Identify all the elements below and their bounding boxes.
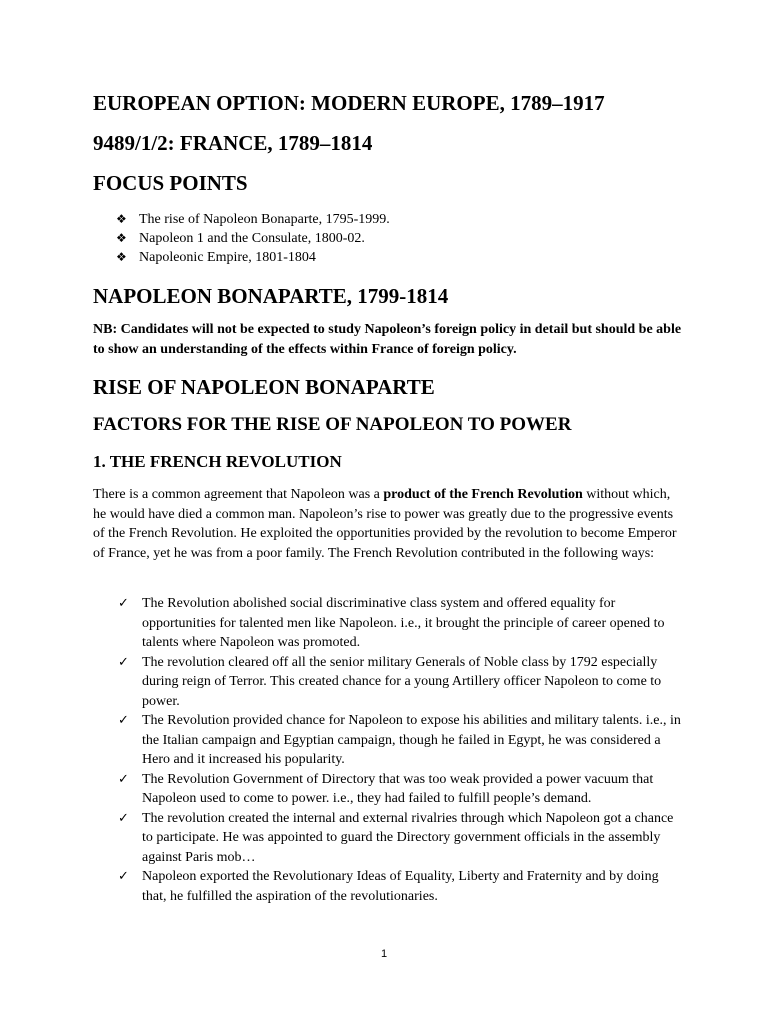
paper-code-title: 9489/1/2: FRANCE, 1789–1814 bbox=[93, 131, 373, 155]
page-number: 1 bbox=[380, 948, 388, 960]
revolution-point-text: The Revolution abolished social discriminative class system and offered equality for opportunities for talented men like Napoleon. i.e., it brought the principle of career opened to talents where Napoleon was promoted. bbox=[142, 596, 665, 650]
focus-points-heading: FOCUS POINTS bbox=[93, 171, 248, 195]
list-item bbox=[118, 653, 683, 712]
focus-point-text: The rise of Napoleon Bonaparte, 1795-1999. bbox=[139, 212, 390, 227]
diamond-bullet-icon: ❖ bbox=[116, 231, 127, 245]
list-item bbox=[118, 809, 683, 868]
checkmark-icon: ✓ bbox=[118, 596, 129, 611]
intro-text-end: without which, he would have died a common man. Napoleon’s rise to power was greatly due to the progressive events of the French Revolution. He exploited the opportunities provided by the revolution to become Emperor of France, yet he was from a poor family. The French Revolution contributed in the following ways: bbox=[93, 487, 677, 561]
list-item bbox=[118, 594, 683, 653]
diamond-bullet-icon: ❖ bbox=[116, 250, 127, 264]
rise-heading: RISE OF NAPOLEON BONAPARTE bbox=[93, 375, 435, 399]
list-item bbox=[116, 229, 390, 248]
checkmark-icon: ✓ bbox=[118, 810, 129, 826]
intro-text-start: There is a common agreement that Napoleon was a bbox=[93, 487, 384, 502]
document-title: EUROPEAN OPTION: MODERN EUROPE, 1789–1917 bbox=[93, 91, 605, 115]
list-item bbox=[116, 248, 390, 267]
focus-points-list bbox=[116, 210, 390, 267]
list-item bbox=[118, 867, 683, 906]
checkmark-icon: ✓ bbox=[118, 654, 129, 670]
diamond-bullet-icon: ❖ bbox=[116, 212, 127, 226]
revolution-point-text: The Revolution Government of Directory that was too weak provided a power vacuum that Napoleon used to come to power. i.e., they had failed to fulfill people’s demand. bbox=[142, 771, 654, 806]
intro-bold-phrase: product of the French Revolution bbox=[383, 487, 583, 502]
revolution-points-list bbox=[118, 594, 683, 906]
checkmark-icon: ✓ bbox=[118, 869, 129, 884]
nb-note: NB: Candidates will not be expected to study Napoleon’s foreign policy in detail but should be able to show an understanding of the effects within France of foreign policy. bbox=[93, 322, 682, 357]
list-item bbox=[118, 770, 683, 809]
intro-paragraph bbox=[93, 485, 683, 563]
checkmark-icon: ✓ bbox=[118, 713, 129, 728]
subheading-french-revolution: 1. THE FRENCH REVOLUTION bbox=[93, 452, 342, 471]
revolution-point-text: The revolution created the internal and external rivalries through which Napoleon got a chance to participate. He was appointed to guard the Directory government officials in the assembly against Paris mob… bbox=[142, 810, 674, 865]
list-item bbox=[118, 711, 683, 770]
focus-point-text: Napoleonic Empire, 1801-1804 bbox=[139, 250, 316, 265]
list-item bbox=[116, 210, 390, 229]
revolution-point-text: The revolution cleared off all the senior military Generals of Noble class by 1792 especially during reign of Terror. This created chance for a young Artillery officer Napoleon to come to power. bbox=[142, 654, 662, 709]
focus-point-text: Napoleon 1 and the Consulate, 1800-02. bbox=[139, 231, 365, 246]
revolution-point-text: Napoleon exported the Revolutionary Ideas of Equality, Liberty and Fraternity and by doing that, he fulfilled the aspiration of the revolutionaries. bbox=[142, 869, 659, 904]
revolution-point-text: The Revolution provided chance for Napoleon to expose his abilities and military talents. i.e., in the Italian campaign and Egyptian campaign, though he failed in Egypt, he was considered a Hero and it increased his popularity. bbox=[142, 713, 681, 767]
document-page bbox=[93, 0, 683, 1024]
checkmark-icon: ✓ bbox=[118, 771, 129, 787]
section-heading: NAPOLEON BONAPARTE, 1799-1814 bbox=[93, 284, 449, 308]
factors-heading: FACTORS FOR THE RISE OF NAPOLEON TO POWER bbox=[93, 414, 572, 435]
